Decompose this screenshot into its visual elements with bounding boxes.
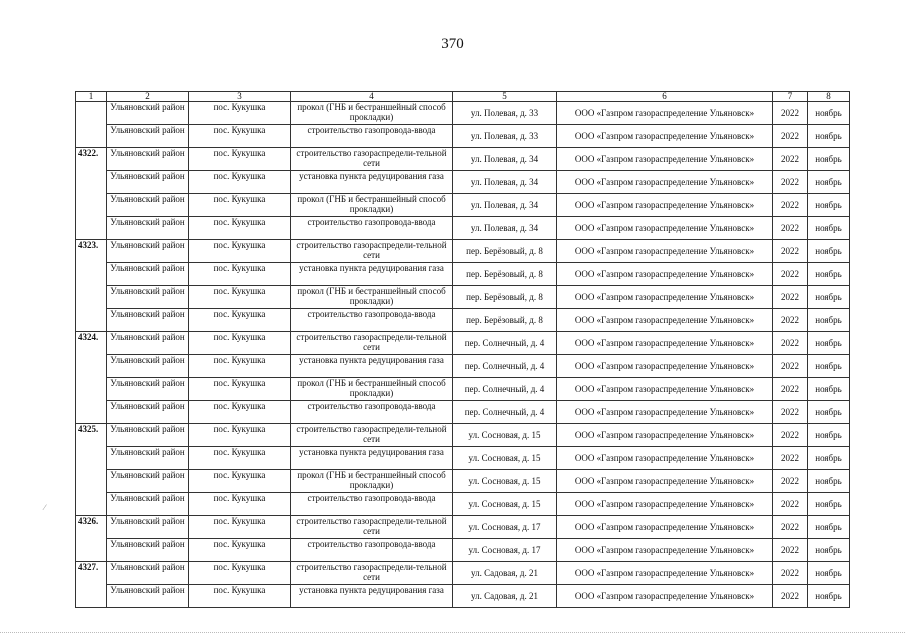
address-cell: ул. Полевая, д. 34 — [453, 171, 557, 194]
header-col-4: 4 — [291, 92, 453, 102]
district-cell: Ульяновский район — [107, 516, 189, 539]
year-cell: 2022 — [773, 194, 808, 217]
month-cell: ноябрь — [808, 378, 850, 401]
work-type-cell: строительство газораспредели-тельной сети — [291, 332, 453, 355]
header-col-7: 7 — [773, 92, 808, 102]
work-type-cell: прокол (ГНБ и бестраншейный способ прокладки) — [291, 286, 453, 309]
schedule-table-container — [75, 91, 849, 608]
year-cell: 2022 — [773, 171, 808, 194]
settlement-cell: пос. Кукушка — [189, 286, 291, 309]
table-row — [76, 516, 850, 539]
year-cell: 2022 — [773, 562, 808, 585]
work-type-cell: прокол (ГНБ и бестраншейный способ прокладки) — [291, 194, 453, 217]
work-type-cell: строительство газопровода-ввода — [291, 309, 453, 332]
year-cell: 2022 — [773, 585, 808, 608]
table-row — [76, 171, 850, 194]
address-cell: пер. Солнечный, д. 4 — [453, 332, 557, 355]
year-cell: 2022 — [773, 470, 808, 493]
settlement-cell: пос. Кукушка — [189, 585, 291, 608]
settlement-cell: пос. Кукушка — [189, 516, 291, 539]
month-cell: ноябрь — [808, 562, 850, 585]
year-cell: 2022 — [773, 355, 808, 378]
header-col-3: 3 — [189, 92, 291, 102]
margin-mark: ⁄ — [44, 503, 46, 512]
table-row — [76, 424, 850, 447]
organization-cell: ООО «Газпром газораспределение Ульяновск» — [557, 148, 773, 171]
work-type-cell: строительство газопровода-ввода — [291, 493, 453, 516]
address-cell: ул. Сосновая, д. 15 — [453, 470, 557, 493]
settlement-cell: пос. Кукушка — [189, 194, 291, 217]
month-cell: ноябрь — [808, 217, 850, 240]
header-row — [76, 92, 850, 102]
month-cell: ноябрь — [808, 539, 850, 562]
header-col-6: 6 — [557, 92, 773, 102]
settlement-cell: пос. Кукушка — [189, 309, 291, 332]
district-cell: Ульяновский район — [107, 585, 189, 608]
work-type-cell: прокол (ГНБ и бестраншейный способ прокладки) — [291, 102, 453, 125]
item-number-cell: 4322. — [76, 148, 107, 240]
district-cell: Ульяновский район — [107, 171, 189, 194]
table-row — [76, 309, 850, 332]
table-row — [76, 194, 850, 217]
page-number: 370 — [441, 36, 464, 52]
organization-cell: ООО «Газпром газораспределение Ульяновск» — [557, 470, 773, 493]
item-number-cell: 4325. — [76, 424, 107, 516]
organization-cell: ООО «Газпром газораспределение Ульяновск» — [557, 539, 773, 562]
month-cell: ноябрь — [808, 171, 850, 194]
district-cell: Ульяновский район — [107, 470, 189, 493]
address-cell: ул. Садовая, д. 21 — [453, 562, 557, 585]
work-type-cell: строительство газопровода-ввода — [291, 401, 453, 424]
address-cell: пер. Солнечный, д. 4 — [453, 378, 557, 401]
district-cell: Ульяновский район — [107, 493, 189, 516]
table-row — [76, 447, 850, 470]
table-row — [76, 470, 850, 493]
table-row — [76, 493, 850, 516]
year-cell: 2022 — [773, 378, 808, 401]
settlement-cell: пос. Кукушка — [189, 240, 291, 263]
year-cell: 2022 — [773, 447, 808, 470]
organization-cell: ООО «Газпром газораспределение Ульяновск» — [557, 309, 773, 332]
month-cell: ноябрь — [808, 447, 850, 470]
settlement-cell: пос. Кукушка — [189, 263, 291, 286]
item-number-cell: 4327. — [76, 562, 107, 608]
organization-cell: ООО «Газпром газораспределение Ульяновск» — [557, 516, 773, 539]
address-cell: ул. Полевая, д. 34 — [453, 148, 557, 171]
month-cell: ноябрь — [808, 286, 850, 309]
month-cell: ноябрь — [808, 194, 850, 217]
year-cell: 2022 — [773, 539, 808, 562]
month-cell: ноябрь — [808, 424, 850, 447]
header-col-8: 8 — [808, 92, 850, 102]
district-cell: Ульяновский район — [107, 447, 189, 470]
work-type-cell: строительство газораспредели-тельной сети — [291, 562, 453, 585]
district-cell: Ульяновский район — [107, 194, 189, 217]
address-cell: пер. Берёзовый, д. 8 — [453, 309, 557, 332]
work-type-cell: строительство газораспредели-тельной сети — [291, 424, 453, 447]
settlement-cell: пос. Кукушка — [189, 355, 291, 378]
table-body — [76, 102, 850, 608]
district-cell: Ульяновский район — [107, 125, 189, 148]
table-row — [76, 332, 850, 355]
settlement-cell: пос. Кукушка — [189, 217, 291, 240]
district-cell: Ульяновский район — [107, 562, 189, 585]
settlement-cell: пос. Кукушка — [189, 493, 291, 516]
settlement-cell: пос. Кукушка — [189, 332, 291, 355]
address-cell: ул. Сосновая, д. 17 — [453, 516, 557, 539]
work-type-cell: установка пункта редуцирования газа — [291, 585, 453, 608]
address-cell: пер. Берёзовый, д. 8 — [453, 263, 557, 286]
work-type-cell: установка пункта редуцирования газа — [291, 171, 453, 194]
table-row — [76, 378, 850, 401]
header-col-1: 1 — [76, 92, 107, 102]
organization-cell: ООО «Газпром газораспределение Ульяновск» — [557, 171, 773, 194]
organization-cell: ООО «Газпром газораспределение Ульяновск» — [557, 493, 773, 516]
schedule-table — [75, 91, 850, 608]
settlement-cell: пос. Кукушка — [189, 171, 291, 194]
address-cell: пер. Солнечный, д. 4 — [453, 401, 557, 424]
organization-cell: ООО «Газпром газораспределение Ульяновск» — [557, 240, 773, 263]
year-cell: 2022 — [773, 148, 808, 171]
item-number-cell: 4326. — [76, 516, 107, 562]
header-col-2: 2 — [107, 92, 189, 102]
settlement-cell: пос. Кукушка — [189, 539, 291, 562]
organization-cell: ООО «Газпром газораспределение Ульяновск» — [557, 585, 773, 608]
year-cell: 2022 — [773, 493, 808, 516]
month-cell: ноябрь — [808, 240, 850, 263]
settlement-cell: пос. Кукушка — [189, 447, 291, 470]
district-cell: Ульяновский район — [107, 332, 189, 355]
address-cell: ул. Полевая, д. 33 — [453, 125, 557, 148]
table-row — [76, 125, 850, 148]
work-type-cell: строительство газораспредели-тельной сети — [291, 516, 453, 539]
month-cell: ноябрь — [808, 125, 850, 148]
address-cell: ул. Садовая, д. 21 — [453, 585, 557, 608]
year-cell: 2022 — [773, 125, 808, 148]
settlement-cell: пос. Кукушка — [189, 470, 291, 493]
address-cell: ул. Полевая, д. 34 — [453, 194, 557, 217]
address-cell: ул. Сосновая, д. 17 — [453, 539, 557, 562]
district-cell: Ульяновский район — [107, 378, 189, 401]
table-row — [76, 240, 850, 263]
month-cell: ноябрь — [808, 585, 850, 608]
month-cell: ноябрь — [808, 470, 850, 493]
district-cell: Ульяновский район — [107, 309, 189, 332]
item-number-cell: 4323. — [76, 240, 107, 332]
organization-cell: ООО «Газпром газораспределение Ульяновск» — [557, 263, 773, 286]
work-type-cell: строительство газопровода-ввода — [291, 125, 453, 148]
district-cell: Ульяновский район — [107, 424, 189, 447]
item-number-cell — [76, 102, 107, 148]
organization-cell: ООО «Газпром газораспределение Ульяновск» — [557, 355, 773, 378]
year-cell: 2022 — [773, 286, 808, 309]
organization-cell: ООО «Газпром газораспределение Ульяновск» — [557, 332, 773, 355]
settlement-cell: пос. Кукушка — [189, 378, 291, 401]
organization-cell: ООО «Газпром газораспределение Ульяновск» — [557, 194, 773, 217]
work-type-cell: прокол (ГНБ и бестраншейный способ прокладки) — [291, 378, 453, 401]
organization-cell: ООО «Газпром газораспределение Ульяновск» — [557, 378, 773, 401]
organization-cell: ООО «Газпром газораспределение Ульяновск» — [557, 447, 773, 470]
district-cell: Ульяновский район — [107, 217, 189, 240]
year-cell: 2022 — [773, 263, 808, 286]
organization-cell: ООО «Газпром газораспределение Ульяновск» — [557, 562, 773, 585]
district-cell: Ульяновский район — [107, 148, 189, 171]
month-cell: ноябрь — [808, 309, 850, 332]
work-type-cell: строительство газопровода-ввода — [291, 217, 453, 240]
work-type-cell: строительство газораспредели-тельной сети — [291, 148, 453, 171]
organization-cell: ООО «Газпром газораспределение Ульяновск» — [557, 217, 773, 240]
district-cell: Ульяновский район — [107, 102, 189, 125]
year-cell: 2022 — [773, 102, 808, 125]
month-cell: ноябрь — [808, 516, 850, 539]
month-cell: ноябрь — [808, 401, 850, 424]
work-type-cell: установка пункта редуцирования газа — [291, 355, 453, 378]
item-number-cell: 4324. — [76, 332, 107, 424]
settlement-cell: пос. Кукушка — [189, 424, 291, 447]
table-row — [76, 217, 850, 240]
work-type-cell: строительство газораспредели-тельной сети — [291, 240, 453, 263]
work-type-cell: установка пункта редуцирования газа — [291, 263, 453, 286]
district-cell: Ульяновский район — [107, 539, 189, 562]
address-cell: ул. Сосновая, д. 15 — [453, 493, 557, 516]
table-row — [76, 562, 850, 585]
address-cell: пер. Берёзовый, д. 8 — [453, 286, 557, 309]
organization-cell: ООО «Газпром газораспределение Ульяновск» — [557, 125, 773, 148]
table-row — [76, 355, 850, 378]
work-type-cell: прокол (ГНБ и бестраншейный способ прокладки) — [291, 470, 453, 493]
month-cell: ноябрь — [808, 263, 850, 286]
district-cell: Ульяновский район — [107, 355, 189, 378]
address-cell: пер. Берёзовый, д. 8 — [453, 240, 557, 263]
address-cell: ул. Полевая, д. 34 — [453, 217, 557, 240]
year-cell: 2022 — [773, 401, 808, 424]
work-type-cell: строительство газопровода-ввода — [291, 539, 453, 562]
table-row — [76, 263, 850, 286]
settlement-cell: пос. Кукушка — [189, 562, 291, 585]
table-row — [76, 286, 850, 309]
address-cell: ул. Сосновая, д. 15 — [453, 447, 557, 470]
settlement-cell: пос. Кукушка — [189, 125, 291, 148]
table-row — [76, 539, 850, 562]
organization-cell: ООО «Газпром газораспределение Ульяновск» — [557, 401, 773, 424]
organization-cell: ООО «Газпром газораспределение Ульяновск» — [557, 102, 773, 125]
district-cell: Ульяновский район — [107, 401, 189, 424]
address-cell: ул. Сосновая, д. 15 — [453, 424, 557, 447]
district-cell: Ульяновский район — [107, 286, 189, 309]
month-cell: ноябрь — [808, 148, 850, 171]
table-row — [76, 401, 850, 424]
table-row — [76, 585, 850, 608]
month-cell: ноябрь — [808, 493, 850, 516]
month-cell: ноябрь — [808, 355, 850, 378]
organization-cell: ООО «Газпром газораспределение Ульяновск» — [557, 286, 773, 309]
header-col-5: 5 — [453, 92, 557, 102]
year-cell: 2022 — [773, 309, 808, 332]
settlement-cell: пос. Кукушка — [189, 102, 291, 125]
district-cell: Ульяновский район — [107, 263, 189, 286]
address-cell: ул. Полевая, д. 33 — [453, 102, 557, 125]
year-cell: 2022 — [773, 516, 808, 539]
settlement-cell: пос. Кукушка — [189, 401, 291, 424]
year-cell: 2022 — [773, 424, 808, 447]
year-cell: 2022 — [773, 240, 808, 263]
district-cell: Ульяновский район — [107, 240, 189, 263]
table-row — [76, 148, 850, 171]
address-cell: пер. Солнечный, д. 4 — [453, 355, 557, 378]
settlement-cell: пос. Кукушка — [189, 148, 291, 171]
year-cell: 2022 — [773, 332, 808, 355]
year-cell: 2022 — [773, 217, 808, 240]
month-cell: ноябрь — [808, 102, 850, 125]
organization-cell: ООО «Газпром газораспределение Ульяновск» — [557, 424, 773, 447]
month-cell: ноябрь — [808, 332, 850, 355]
work-type-cell: установка пункта редуцирования газа — [291, 447, 453, 470]
table-row — [76, 102, 850, 125]
